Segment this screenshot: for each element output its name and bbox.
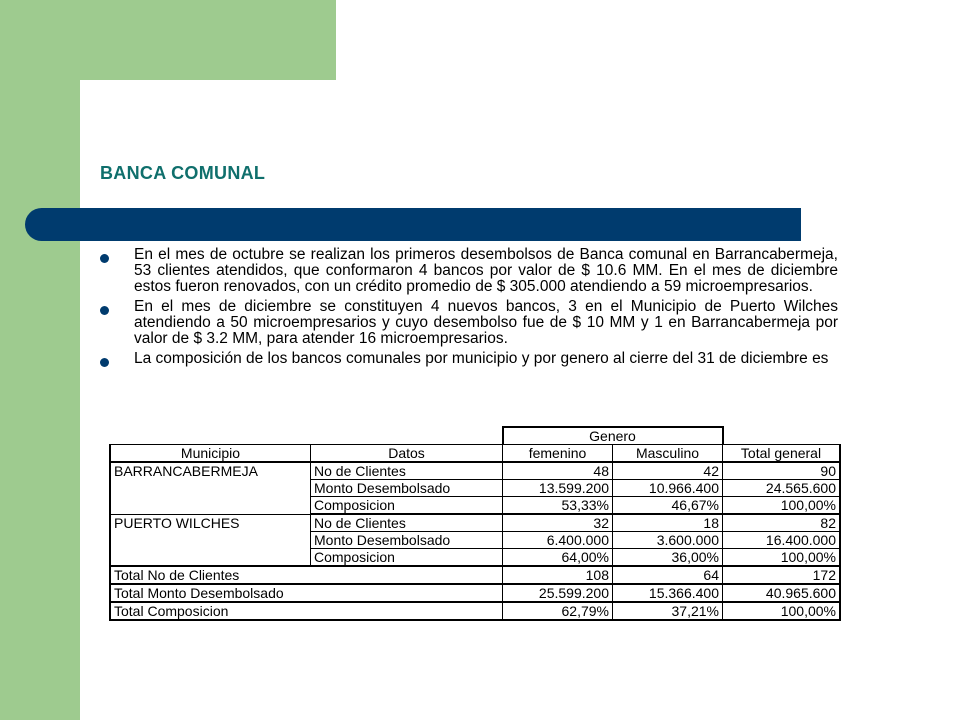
header-masculino: Masculino [613,445,723,463]
masculino-cell: 46,67% [613,497,723,515]
masculino-cell: 36,00% [613,549,723,567]
title-divider-band [25,208,801,241]
bullet-item: En el mes de diciembre se constituyen 4 nuevos bancos, 3 en el Municipio de Puerto Wilches atendiendo a 50 microempresarios y cuyo desembolso fue de $ 10 MM y 1 en Barrancabermeja por valor de $ 3.2 MM, para atender 16 microempresarios. [100,299,838,347]
masculino-cell: 18 [613,514,723,532]
municipio-cell: PUERTO WILCHES [110,514,311,566]
dato-cell: No de Clientes [311,462,503,480]
slide-title: BANCA COMUNAL [100,163,266,183]
masculino-cell: 10.966.400 [613,480,723,497]
totals-label: Total Composicion [110,602,503,620]
table-row [110,514,840,532]
masculino-cell: 37,21% [613,602,723,620]
composition-table [109,426,841,621]
header-datos: Datos [311,445,503,463]
totals-label: Total Monto Desembolsado [110,584,503,602]
total-cell: 100,00% [723,497,841,515]
total-cell: 24.565.600 [723,480,841,497]
total-cell: 100,00% [723,602,841,620]
genero-header-row [110,427,840,445]
femenino-cell: 108 [503,566,613,584]
municipio-cell: BARRANCABERMEJA [110,462,311,514]
totals-row [110,566,840,584]
masculino-cell: 42 [613,462,723,480]
total-cell: 82 [723,514,841,532]
dato-cell: Monto Desembolsado [311,532,503,549]
total-cell: 100,00% [723,549,841,567]
femenino-cell: 48 [503,462,613,480]
composition-table-wrap [109,426,841,621]
top-green-block [80,0,336,80]
column-header-row [110,445,840,463]
masculino-cell: 15.366.400 [613,584,723,602]
masculino-cell: 3.600.000 [613,532,723,549]
dato-cell: Composicion [311,549,503,567]
totals-label: Total No de Clientes [110,566,503,584]
femenino-cell: 53,33% [503,497,613,515]
genero-header: Genero [503,427,723,445]
totals-row [110,584,840,602]
dato-cell: No de Clientes [311,514,503,532]
femenino-cell: 32 [503,514,613,532]
bullet-item: En el mes de octubre se realizan los primeros desembolsos de Banca comunal en Barrancabermeja, 53 clientes atendidos, que conformaron 4 bancos por valor de $ 10.6 MM. En el mes de diciembre estos fueron renovados, con un crédito promedio de $ 305.000 atendiendo a 59 microempresarios. [100,247,838,295]
femenino-cell: 62,79% [503,602,613,620]
header-femenino: femenino [503,445,613,463]
dato-cell: Monto Desembolsado [311,480,503,497]
total-cell: 172 [723,566,841,584]
masculino-cell: 64 [613,566,723,584]
header-municipio: Municipio [110,445,311,463]
dato-cell: Composicion [311,497,503,515]
rounded-corner [80,80,140,140]
femenino-cell: 13.599.200 [503,480,613,497]
total-cell: 16.400.000 [723,532,841,549]
total-cell: 90 [723,462,841,480]
header-total-general: Total general [723,445,841,463]
bullet-item: La composición de los bancos comunales por municipio y por genero al cierre del 31 de diciembre es [100,351,838,367]
totals-row [110,602,840,620]
femenino-cell: 25.599.200 [503,584,613,602]
bullet-list [100,247,838,371]
femenino-cell: 64,00% [503,549,613,567]
left-green-bar [0,0,80,720]
femenino-cell: 6.400.000 [503,532,613,549]
table-row [110,462,840,480]
total-cell: 40.965.600 [723,584,841,602]
